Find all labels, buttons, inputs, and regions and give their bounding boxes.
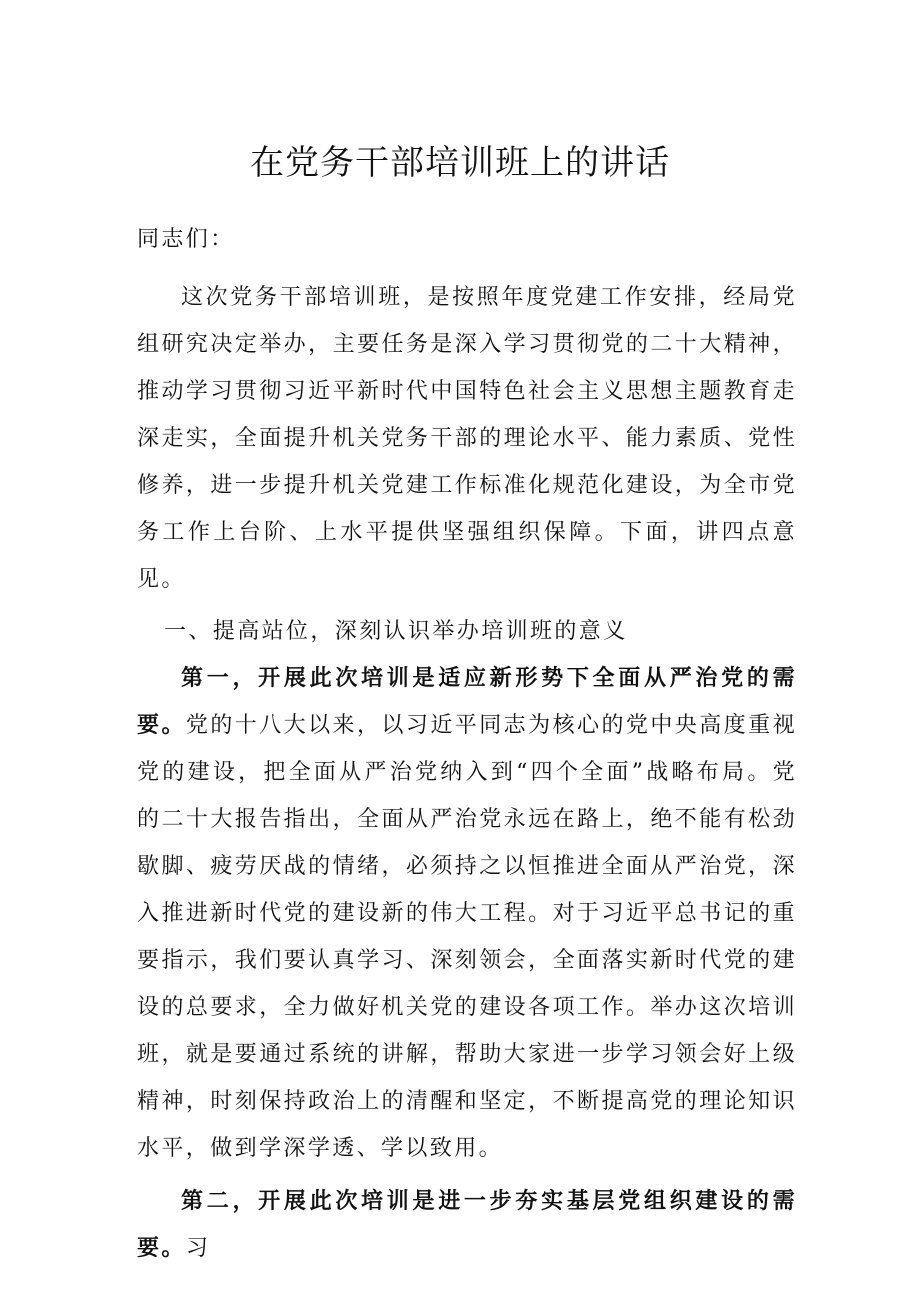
section-heading-1: 一、提高站位，深刻认识举办培训班的意义 [164,619,628,644]
point-1-paragraph [137,655,797,1172]
document-body [137,210,797,1272]
point-2-lead: 第二，开展此次培训是进一步夯实基层党组织建设的需要。 [137,1188,797,1261]
point-2-paragraph [137,1178,797,1272]
point-2-body: 习 [185,1236,211,1261]
intro-paragraph: 这次党务干部培训班，是按照年度党建工作安排，经局党组研究决定举办，主要任务是深入学习贯彻党的二十大精神，推动学习贯彻习近平新时代中国特色社会主义思想主题教育走深走实，全面提升机关党务干部的理论水平、能力素质、党性修养，进一步提升机关党建工作标准化规范化建设，为全市党务工作上台阶、上水平提供坚强组织保障。下面，讲四点意见。 [137,285,797,592]
document-title: 在党务干部培训班上的讲话 [250,143,670,183]
salutation: 同志们： [137,227,235,252]
point-1-lead: 第一，开展此次培训是适应新形势下全面从严治党的需要。 [137,665,797,738]
point-1-body: 党的十八大以来，以习近平同志为核心的党中央高度重视党的建设，把全面从严治党纳入到“四个全面”战略布局。党的二十大报告指出，全面从严治党永远在路上，绝不能有松劲歇脚、疲劳厌战的情绪，必须持之以恒推进全面从严治党，深入推进新时代党的建设新的伟大工程。对于习近平总书记的重要指示，我们要认真学习、深刻领会，全面落实新时代党的建设的总要求，全力做好机关党的建设各项工作。举办这次培训班，就是要通过系统的讲解，帮助大家进一步学习领会好上级精神，时刻保持政治上的清醒和坚定，不断提高党的理论知识水平，做到学深学透、学以致用。 [137,713,797,1161]
